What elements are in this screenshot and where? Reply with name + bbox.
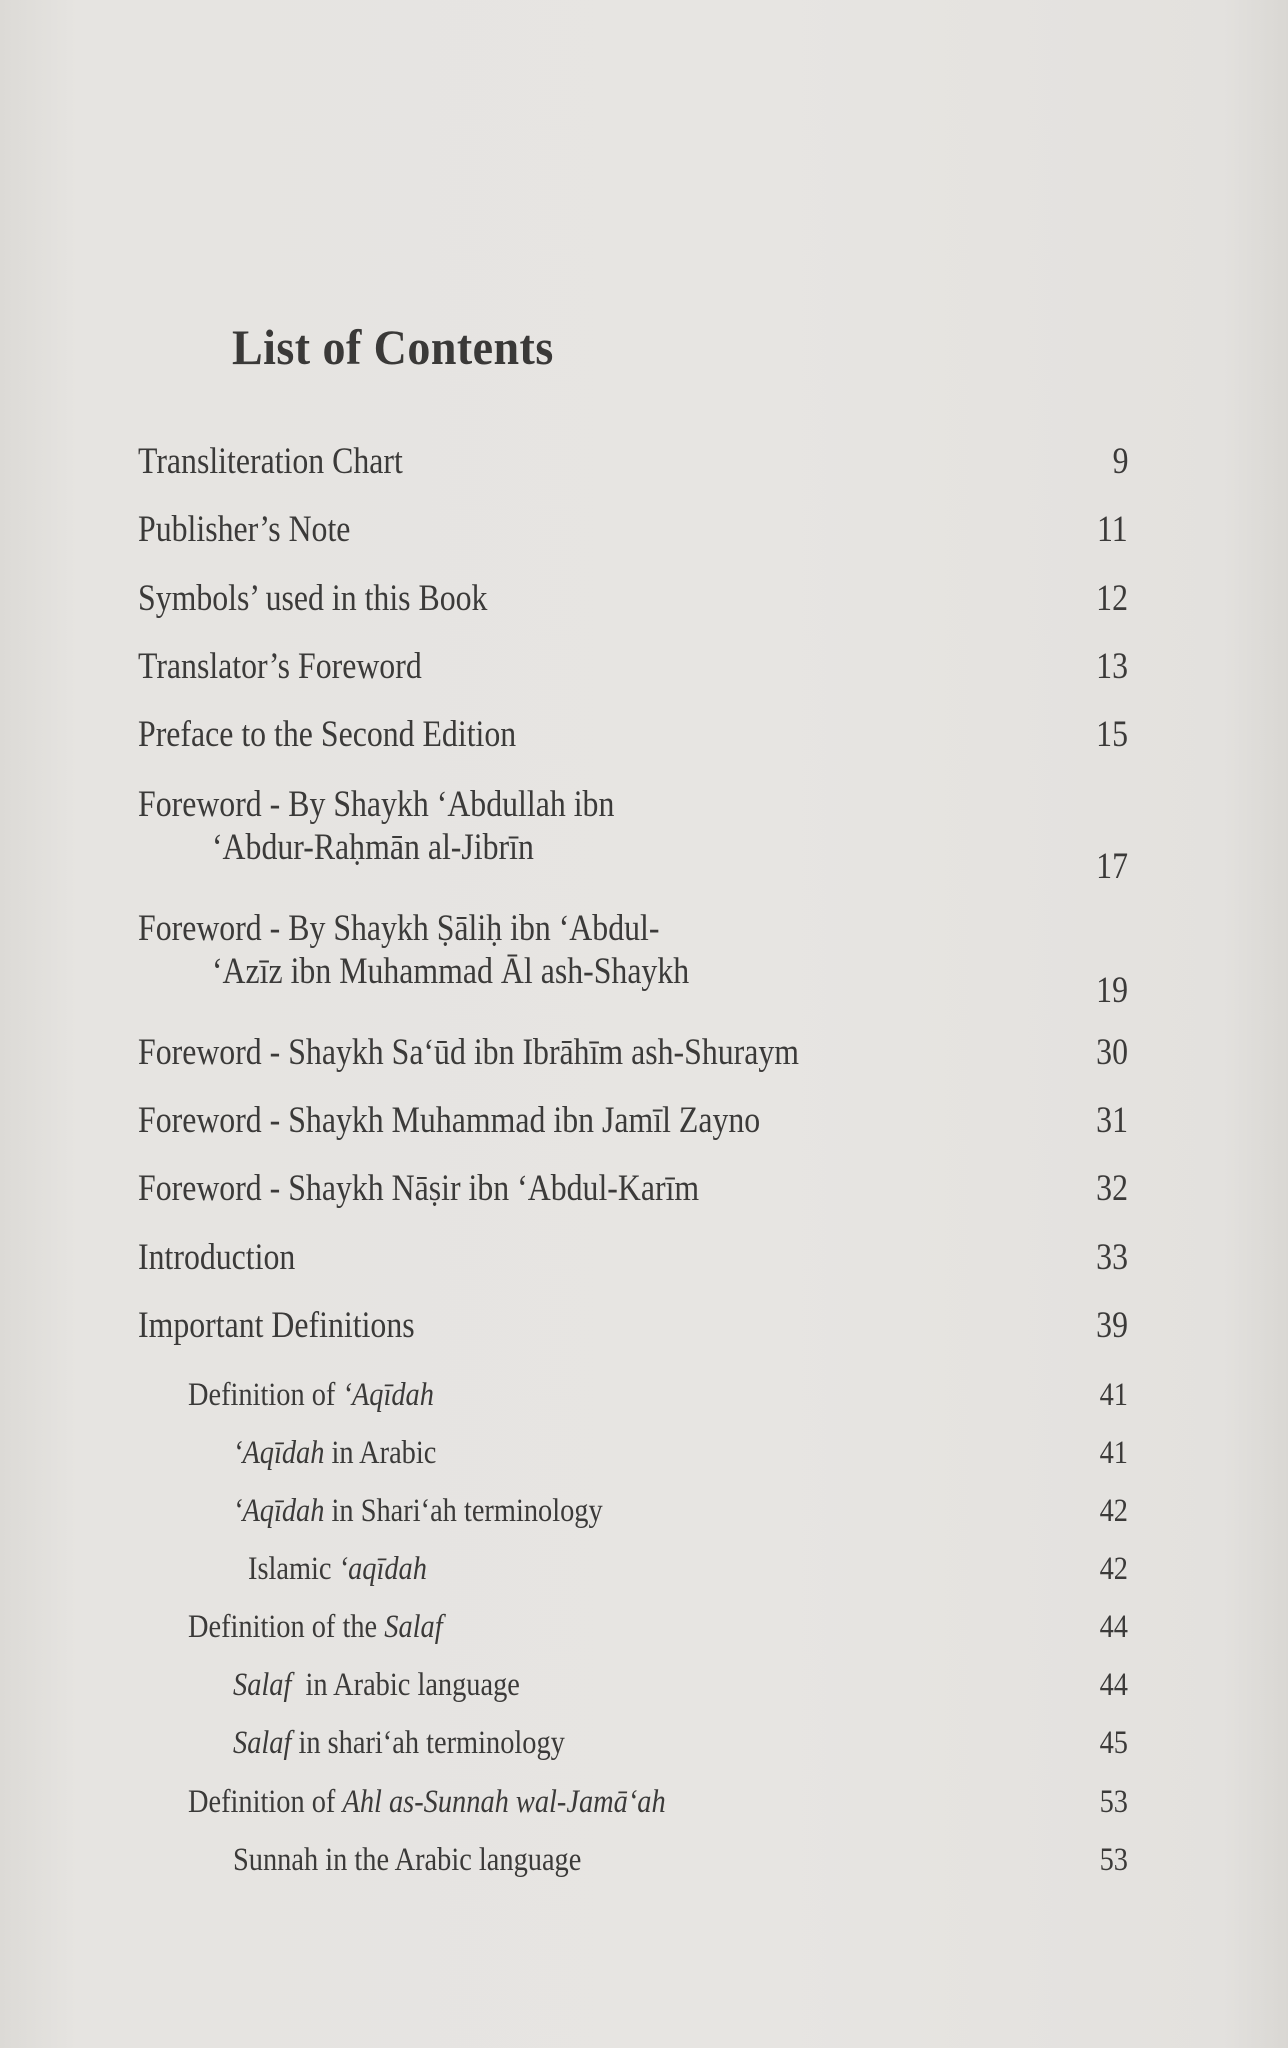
toc-entry-title: Foreword - Shaykh Sa‘ūd ibn Ibrāhīm ash-Shuraym: [138, 1032, 800, 1073]
page-number: 12: [1096, 578, 1128, 619]
toc-entry-title: Foreword - Shaykh Nāṣir ibn ‘Abdul-Karīm: [138, 1168, 700, 1209]
page-title: List of Contents: [232, 319, 554, 375]
italic-term: Salaf: [233, 1667, 292, 1703]
toc-entry-title: Foreword - By Shaykh ‘Abdullah ibn ‘Abdur-Raḥmān al-Jibrīn: [138, 784, 615, 868]
toc-entry-title: Definition of Ahl as-Sunnah wal-Jamā‘ah: [188, 1784, 666, 1820]
page-number: 53: [1099, 1784, 1128, 1820]
toc-entry-title: Definition of the Salaf: [188, 1609, 443, 1645]
page-number: 53: [1099, 1842, 1128, 1878]
toc-entry-title: Symbols’ used in this Book: [138, 578, 488, 619]
toc-entry-title: Salaf in Arabic language: [233, 1667, 520, 1703]
page-number: 42: [1099, 1551, 1128, 1587]
toc-entry-title: ‘Aqīdah in Arabic: [233, 1435, 437, 1471]
toc-entry-title: Foreword - Shaykh Muhammad ibn Jamīl Zayno: [138, 1100, 761, 1141]
page-number: 39: [1096, 1305, 1128, 1346]
toc-entry-title: Important Definitions: [138, 1305, 415, 1346]
page-number: 32: [1096, 1168, 1128, 1209]
page-number: 45: [1099, 1725, 1128, 1761]
italic-term: Ahl as-Sunnah wal-Jamā‘ah: [342, 1784, 666, 1820]
italic-term: Salaf: [384, 1609, 443, 1645]
toc-entry-title-continued: ‘Abdur-Raḥmān al-Jibrīn: [211, 827, 534, 868]
toc-entry-title: Transliteration Chart: [138, 441, 403, 482]
page-number: 17: [1096, 846, 1128, 887]
toc-entry-title: ‘Aqīdah in Shari‘ah terminology: [233, 1493, 603, 1529]
toc-entry-title: Islamic ‘aqīdah: [248, 1551, 427, 1587]
page-number: 11: [1097, 509, 1128, 550]
page-number: 41: [1099, 1435, 1128, 1471]
toc-entry-title: Introduction: [138, 1237, 296, 1278]
page-number: 42: [1099, 1493, 1128, 1529]
toc-entry-title: Preface to the Second Edition: [138, 714, 517, 755]
page-number: 41: [1099, 1377, 1128, 1413]
toc-entry-title: Definition of ‘Aqīdah: [188, 1377, 434, 1413]
toc-entry-title: Salaf in shari‘ah terminology: [233, 1725, 565, 1761]
toc-entry-title-continued: ‘Azīz ibn Muhammad Āl ash-Shaykh: [211, 951, 690, 992]
page-number: 19: [1096, 970, 1128, 1011]
page-number: 31: [1096, 1100, 1128, 1141]
italic-term: ‘Aqīdah: [233, 1493, 325, 1529]
toc-entry-title: Foreword - By Shaykh Ṣāliḥ ibn ‘Abdul- ‘Azīz ibn Muhammad Āl ash-Shaykh: [138, 908, 690, 992]
page-number: 30: [1096, 1032, 1128, 1073]
page-number: 33: [1096, 1237, 1128, 1278]
page-number: 13: [1096, 646, 1128, 687]
page-number: 9: [1112, 441, 1128, 482]
italic-term: ‘aqīdah: [338, 1551, 427, 1587]
toc-entry-title: Translator’s Foreword: [138, 646, 422, 687]
italic-term: ‘Aqīdah: [233, 1435, 325, 1471]
toc-entry-title: Publisher’s Note: [138, 509, 351, 550]
italic-term: ‘Aqīdah: [342, 1377, 434, 1413]
toc-entry-title: Sunnah in the Arabic language: [233, 1842, 582, 1878]
page-number: 44: [1099, 1609, 1128, 1645]
show-through-text: [840, 185, 848, 219]
page-number: 44: [1099, 1667, 1128, 1703]
italic-term: Salaf: [233, 1725, 292, 1761]
page-number: 15: [1096, 714, 1128, 755]
